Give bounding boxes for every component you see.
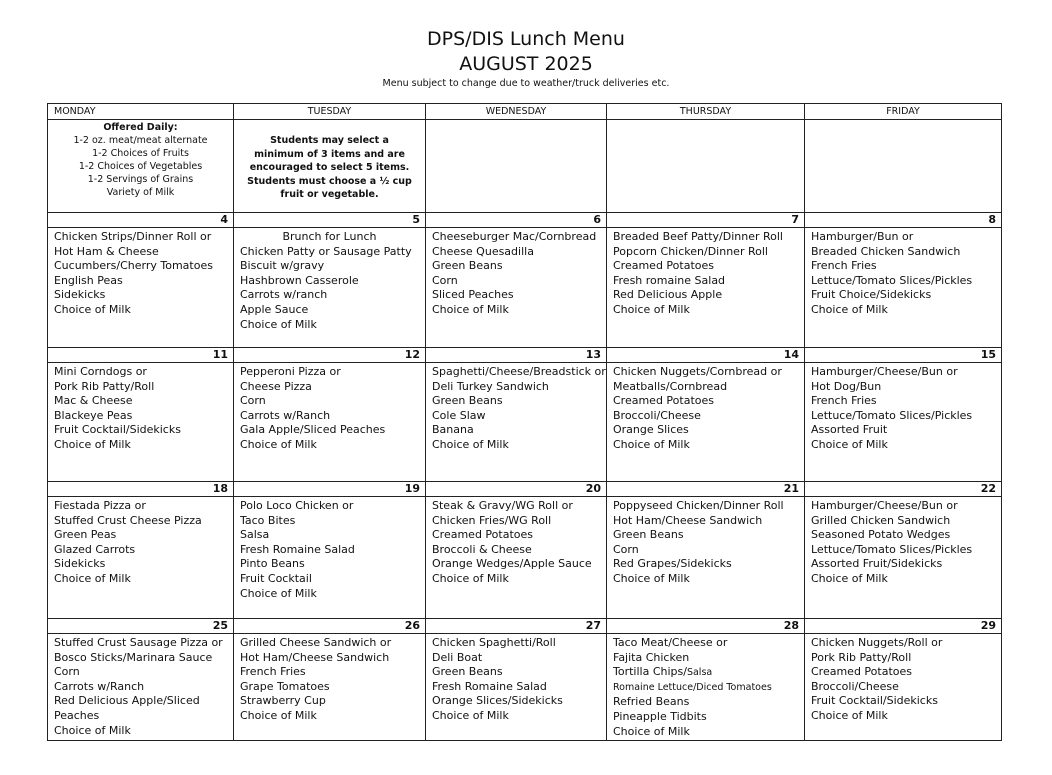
menu-item: Fajita Chicken — [613, 650, 690, 664]
menu-item: Apple Sauce — [240, 302, 309, 316]
day-cell — [48, 482, 234, 619]
menu-item: Lettuce/Tomato Slices/Pickles — [811, 408, 973, 422]
menu-item: Polo Loco Chicken or — [240, 499, 354, 512]
day-number: 25 — [48, 619, 233, 634]
menu-item: Cole Slaw — [432, 408, 486, 422]
menu-item: Chicken Spaghetti/Roll — [432, 636, 556, 649]
menu-item: Chicken Fries/WG Roll — [432, 513, 552, 527]
day-cell — [234, 213, 426, 348]
menu-item: Sidekicks — [54, 557, 106, 571]
menu-item: Gala Apple/Sliced Peaches — [240, 423, 386, 437]
menu-item: Fresh Romaine Salad — [432, 679, 547, 693]
offered-line: 1-2 Choices of Vegetables — [78, 161, 203, 172]
menu-item: Fresh Romaine Salad — [240, 542, 355, 556]
day-cell — [805, 348, 1002, 482]
menu-item: Grilled Chicken Sandwich — [811, 513, 951, 527]
day-number: 18 — [48, 482, 233, 497]
menu-item: Choice of Milk — [613, 724, 690, 738]
menu-item: Choice of Milk — [432, 571, 509, 585]
menu-item: Biscuit w/gravy — [240, 259, 325, 273]
menu-item: Fresh romaine Salad — [613, 273, 726, 287]
day-number: 22 — [805, 482, 1001, 497]
week-row — [48, 348, 1002, 482]
day-cell — [426, 213, 607, 348]
menu-item: Green Beans — [613, 528, 684, 542]
menu-item: French Fries — [811, 259, 877, 273]
day-cell — [805, 482, 1002, 619]
menu-item: Choice of Milk — [613, 302, 690, 316]
menu-item: Hot Dog/Bun — [811, 379, 882, 393]
menu-item: Red Delicious Apple/Sliced — [54, 694, 200, 708]
day-number: 29 — [805, 619, 1001, 634]
menu-item: Corn — [613, 542, 639, 556]
day-number: 28 — [607, 619, 804, 634]
menu-item: Hot Ham/Cheese Sandwich — [240, 650, 390, 664]
page-title: DPS/DIS Lunch Menu — [427, 28, 625, 50]
menu-item: Pork Rib Patty/Roll — [811, 650, 912, 664]
menu-item-part: Tortilla Chips/ — [613, 665, 687, 679]
menu-item: Choice of Milk — [240, 708, 317, 722]
menu-item: Popcorn Chicken/Dinner Roll — [613, 244, 768, 258]
menu-item: Assorted Fruit — [811, 423, 888, 437]
menu-item: Corn — [432, 273, 458, 287]
day-number: 8 — [805, 213, 1001, 228]
day-cell — [607, 213, 805, 348]
week-row — [48, 213, 1002, 348]
menu-item: Taco Bites — [240, 513, 296, 527]
week-row — [48, 619, 1002, 741]
menu-item: Fruit Cocktail/Sidekicks — [811, 694, 938, 708]
menu-item: Choice of Milk — [240, 586, 317, 600]
menu-item: Cheeseburger Mac/Cornbread — [432, 230, 597, 243]
menu-item-part: Salsa — [686, 667, 713, 679]
menu-item: Brunch for Lunch — [282, 230, 377, 243]
menu-item: Choice of Milk — [432, 708, 509, 722]
day-number: 20 — [426, 482, 606, 497]
menu-item: Lettuce/Tomato Slices/Pickles — [811, 273, 973, 287]
day-number: 21 — [607, 482, 804, 497]
weekday-thursday: THURSDAY — [607, 104, 805, 120]
day-cell — [426, 482, 607, 619]
menu-item: English Peas — [54, 273, 123, 287]
empty-cell — [426, 120, 607, 213]
menu-item: Choice of Milk — [54, 571, 131, 585]
menu-item: Green Beans — [432, 259, 503, 273]
menu-item: Creamed Potatoes — [613, 394, 714, 408]
menu-item: Fruit Cocktail — [240, 571, 312, 585]
menu-item: Broccoli/Cheese — [811, 679, 899, 693]
day-cell — [607, 619, 805, 741]
menu-item: Choice of Milk — [54, 723, 131, 737]
menu-item: Pork Rib Patty/Roll — [54, 379, 155, 393]
menu-item: Hashbrown Casserole — [240, 273, 359, 287]
menu-item: Fiestada Pizza or — [54, 499, 146, 512]
month-title: AUGUST 2025 — [459, 53, 593, 75]
day-cell — [607, 482, 805, 619]
menu-item: Refried Beans — [613, 695, 690, 709]
menu-item: Broccoli & Cheese — [432, 542, 532, 556]
menu-item: Strawberry Cup — [240, 694, 326, 708]
day-number: 14 — [607, 348, 804, 363]
menu-item: Taco Meat/Cheese or — [613, 636, 728, 649]
day-cell — [426, 348, 607, 482]
menu-item: Choice of Milk — [432, 302, 509, 316]
day-cell — [805, 213, 1002, 348]
menu-item: Hamburger/Bun or — [811, 230, 914, 243]
menu-item: Steak & Gravy/WG Roll or — [432, 499, 573, 512]
menu-item: Bosco Sticks/Marinara Sauce — [54, 650, 213, 664]
menu-item: Creamed Potatoes — [432, 528, 533, 542]
menu-item: French Fries — [811, 394, 877, 408]
menu-item: Sidekicks — [54, 288, 106, 302]
menu-item: Choice of Milk — [811, 708, 888, 722]
menu-item: Pineapple Tidbits — [613, 709, 707, 723]
day-number: 15 — [805, 348, 1001, 363]
day-number: 7 — [607, 213, 804, 228]
day-cell — [426, 619, 607, 741]
menu-item: Poppyseed Chicken/Dinner Roll — [613, 499, 784, 512]
menu-item: Breaded Chicken Sandwich — [811, 244, 961, 258]
menu-item: Orange Wedges/Apple Sauce — [432, 557, 592, 571]
menu-item: Orange Slices — [613, 423, 689, 437]
day-number: 12 — [234, 348, 425, 363]
day-number: 13 — [426, 348, 606, 363]
menu-item: Mini Corndogs or — [54, 365, 147, 378]
menu-item: Choice of Milk — [54, 302, 131, 316]
menu-item: Choice of Milk — [613, 571, 690, 585]
day-cell — [48, 619, 234, 741]
menu-header — [0, 26, 1052, 89]
day-cell — [234, 348, 426, 482]
menu-item: Hamburger/Cheese/Bun or — [811, 365, 958, 378]
menu-item: Hamburger/Cheese/Bun or — [811, 499, 958, 512]
weekday-wednesday: WEDNESDAY — [426, 104, 607, 120]
offered-heading: Offered Daily: — [103, 122, 178, 133]
menu-item: Pepperoni Pizza or — [240, 365, 341, 378]
menu-item: Hot Ham/Cheese Sandwich — [613, 513, 763, 527]
menu-item: Choice of Milk — [811, 437, 888, 451]
day-cell — [805, 619, 1002, 741]
menu-item: Grilled Cheese Sandwich or — [240, 636, 392, 649]
menu-item: Cucumbers/Cherry Tomatoes — [54, 259, 213, 273]
menu-item: Orange Slices/Sidekicks — [432, 694, 563, 708]
offered-daily-cell — [48, 120, 234, 213]
menu-item: French Fries — [240, 665, 306, 679]
day-number: 26 — [234, 619, 425, 634]
menu-item: Carrots w/ranch — [240, 288, 328, 302]
selection-rule: Students may select a minimum of 3 items and are encouraged to select 5 items. Students must choose a ½ cup fruit or vegetable. — [247, 135, 412, 200]
menu-item: Chicken Strips/Dinner Roll or — [54, 230, 212, 243]
menu-item: Deli Turkey Sandwich — [432, 379, 549, 393]
day-cell — [234, 619, 426, 741]
menu-item: Sliced Peaches — [432, 288, 514, 302]
day-number: 5 — [234, 213, 425, 228]
day-number: 19 — [234, 482, 425, 497]
menu-item: Choice of Milk — [240, 437, 317, 451]
menu-item: Stuffed Crust Cheese Pizza — [54, 513, 202, 527]
menu-item: Lettuce/Tomato Slices/Pickles — [811, 542, 973, 556]
menu-item: Fruit Choice/Sidekicks — [811, 288, 932, 302]
day-cell — [48, 213, 234, 348]
menu-item: Choice of Milk — [811, 571, 888, 585]
menu-item: Pinto Beans — [240, 557, 305, 571]
menu-item: Choice of Milk — [240, 317, 317, 331]
menu-item: Glazed Carrots — [54, 542, 136, 556]
offered-line: Variety of Milk — [106, 187, 175, 198]
weekday-header-row — [48, 104, 1002, 120]
menu-item: Stuffed Crust Sausage Pizza or — [54, 636, 223, 649]
menu-item: Chicken Patty or Sausage Patty — [240, 244, 412, 258]
menu-item: Mac & Cheese — [54, 394, 133, 408]
menu-item: Meatballs/Cornbread — [613, 379, 728, 393]
menu-item — [613, 665, 804, 681]
menu-item: Banana — [432, 423, 474, 437]
menu-item: Green Beans — [432, 394, 503, 408]
menu-item: Red Delicious Apple — [613, 288, 723, 302]
menu-item: Choice of Milk — [811, 302, 888, 316]
menu-item: Blackeye Peas — [54, 408, 133, 422]
offered-line: 1-2 Servings of Grains — [87, 174, 194, 185]
menu-item: Creamed Potatoes — [613, 259, 714, 273]
menu-item: Choice of Milk — [54, 437, 131, 451]
menu-note: Menu subject to change due to weather/truck deliveries etc. — [382, 78, 670, 89]
menu-item: Breaded Beef Patty/Dinner Roll — [613, 230, 783, 243]
menu-item: Cheese Pizza — [240, 379, 312, 393]
day-number: 6 — [426, 213, 606, 228]
menu-item: Green Beans — [432, 665, 503, 679]
menu-item: Hot Ham & Cheese — [54, 244, 159, 258]
day-cell — [607, 348, 805, 482]
menu-item: Broccoli/Cheese — [613, 408, 701, 422]
empty-cell — [607, 120, 805, 213]
menu-item: Green Peas — [54, 528, 117, 542]
menu-item: Carrots w/Ranch — [240, 408, 331, 422]
day-cell — [234, 482, 426, 619]
menu-item: Assorted Fruit/Sidekicks — [811, 557, 943, 571]
lunch-calendar — [47, 103, 1002, 741]
weekday-monday: MONDAY — [48, 104, 234, 120]
menu-item: Romaine Lettuce/Diced Tomatoes — [613, 681, 772, 693]
empty-cell — [805, 120, 1002, 213]
menu-item: Cheese Quesadilla — [432, 244, 534, 258]
day-number: 4 — [48, 213, 233, 228]
weekday-tuesday: TUESDAY — [234, 104, 426, 120]
menu-item: Fruit Cocktail/Sidekicks — [54, 423, 181, 437]
menu-item: Carrots w/Ranch — [54, 679, 145, 693]
menu-item: Red Grapes/Sidekicks — [613, 557, 732, 571]
menu-item: Creamed Potatoes — [811, 665, 912, 679]
menu-item: Peaches — [54, 708, 100, 722]
menu-item: Corn — [240, 394, 266, 408]
menu-item: Deli Boat — [432, 650, 483, 664]
menu-item: Choice of Milk — [613, 437, 690, 451]
menu-item: Chicken Nuggets/Cornbread or — [613, 365, 782, 378]
menu-item: Chicken Nuggets/Roll or — [811, 636, 943, 649]
day-number: 27 — [426, 619, 606, 634]
menu-item: Spaghetti/Cheese/Breadstick or — [432, 365, 606, 378]
menu-item: Grape Tomatoes — [240, 679, 330, 693]
offered-line: 1-2 oz. meat/meat alternate — [73, 135, 208, 146]
selection-rule-cell — [234, 120, 426, 213]
day-cell — [48, 348, 234, 482]
menu-item: Choice of Milk — [432, 437, 509, 451]
menu-item: Seasoned Potato Wedges — [811, 528, 951, 542]
offered-line: 1-2 Choices of Fruits — [92, 148, 189, 159]
day-number: 11 — [48, 348, 233, 363]
menu-item: Corn — [54, 665, 80, 679]
info-row — [48, 120, 1002, 213]
menu-item: Salsa — [240, 528, 270, 542]
week-row — [48, 482, 1002, 619]
weekday-friday: FRIDAY — [805, 104, 1002, 120]
